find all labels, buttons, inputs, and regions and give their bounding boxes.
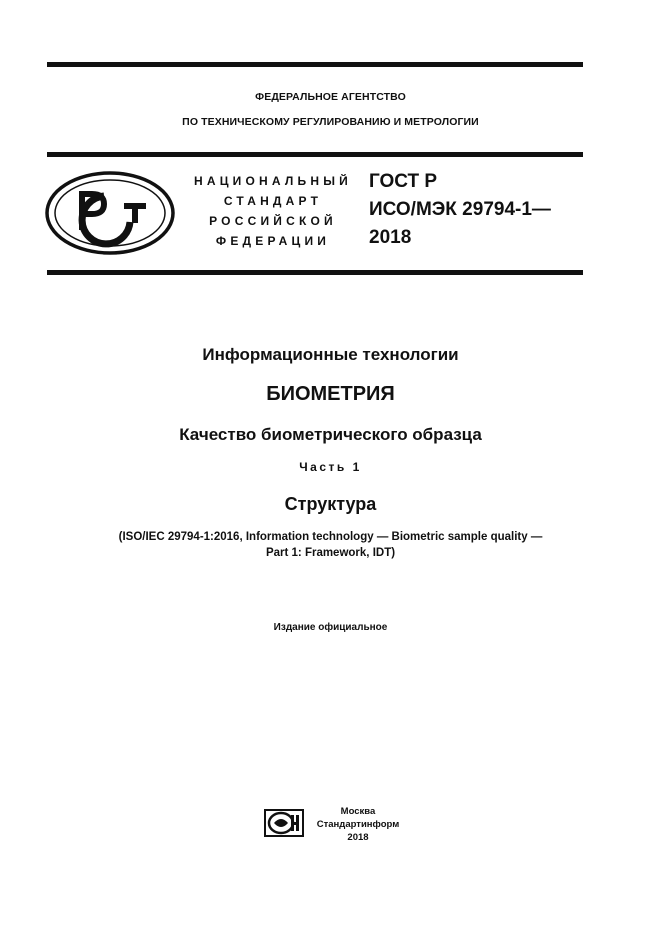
publisher-city: Москва [340, 806, 376, 817]
source-reference [0, 529, 661, 561]
top-rule [47, 62, 583, 67]
standartinform-logo-icon [264, 809, 304, 837]
agency-line-2: ПО ТЕХНИЧЕСКОМУ РЕГУЛИРОВАНИЮ И МЕТРОЛОГИИ [182, 116, 479, 128]
agency-line-1: ФЕДЕРАЛЬНОЕ АГЕНТСТВО [255, 91, 406, 103]
national-line-3: РОССИЙСКОЙ [209, 214, 337, 228]
publisher-name: Стандартинформ [316, 819, 400, 830]
publisher-block [308, 805, 408, 844]
title-line-2: БИОМЕТРИЯ [266, 383, 395, 405]
national-line-2: СТАНДАРТ [223, 194, 323, 208]
part-label: Часть 1 [299, 460, 362, 474]
subtitle: Структура [284, 494, 377, 514]
title-line-3: Качество биометрического образца [179, 425, 482, 444]
header-rule [47, 152, 583, 157]
national-standard-label [183, 171, 363, 251]
designation-line-2: ИСО/МЭК 29794-1— [369, 199, 551, 220]
header-bottom-rule [47, 270, 583, 275]
source-line-2: Part 1: Framework, IDT) [265, 547, 396, 559]
source-line-1: (ISO/IEC 29794-1:2016, Information technology — Biometric sample quality — [118, 531, 543, 543]
edition-label: Издание официальное [273, 622, 388, 633]
designation-line-1: ГОСТ Р [369, 171, 438, 192]
national-line-4: ФЕДЕРАЦИИ [215, 234, 331, 248]
gost-r-logo-icon [44, 170, 176, 256]
publisher-year: 2018 [347, 832, 369, 843]
national-line-1: НАЦИОНАЛЬНЫЙ [193, 174, 353, 188]
designation-line-3: 2018 [369, 227, 412, 248]
title-line-1: Информационные технологии [202, 345, 459, 364]
standard-designation [369, 168, 551, 252]
